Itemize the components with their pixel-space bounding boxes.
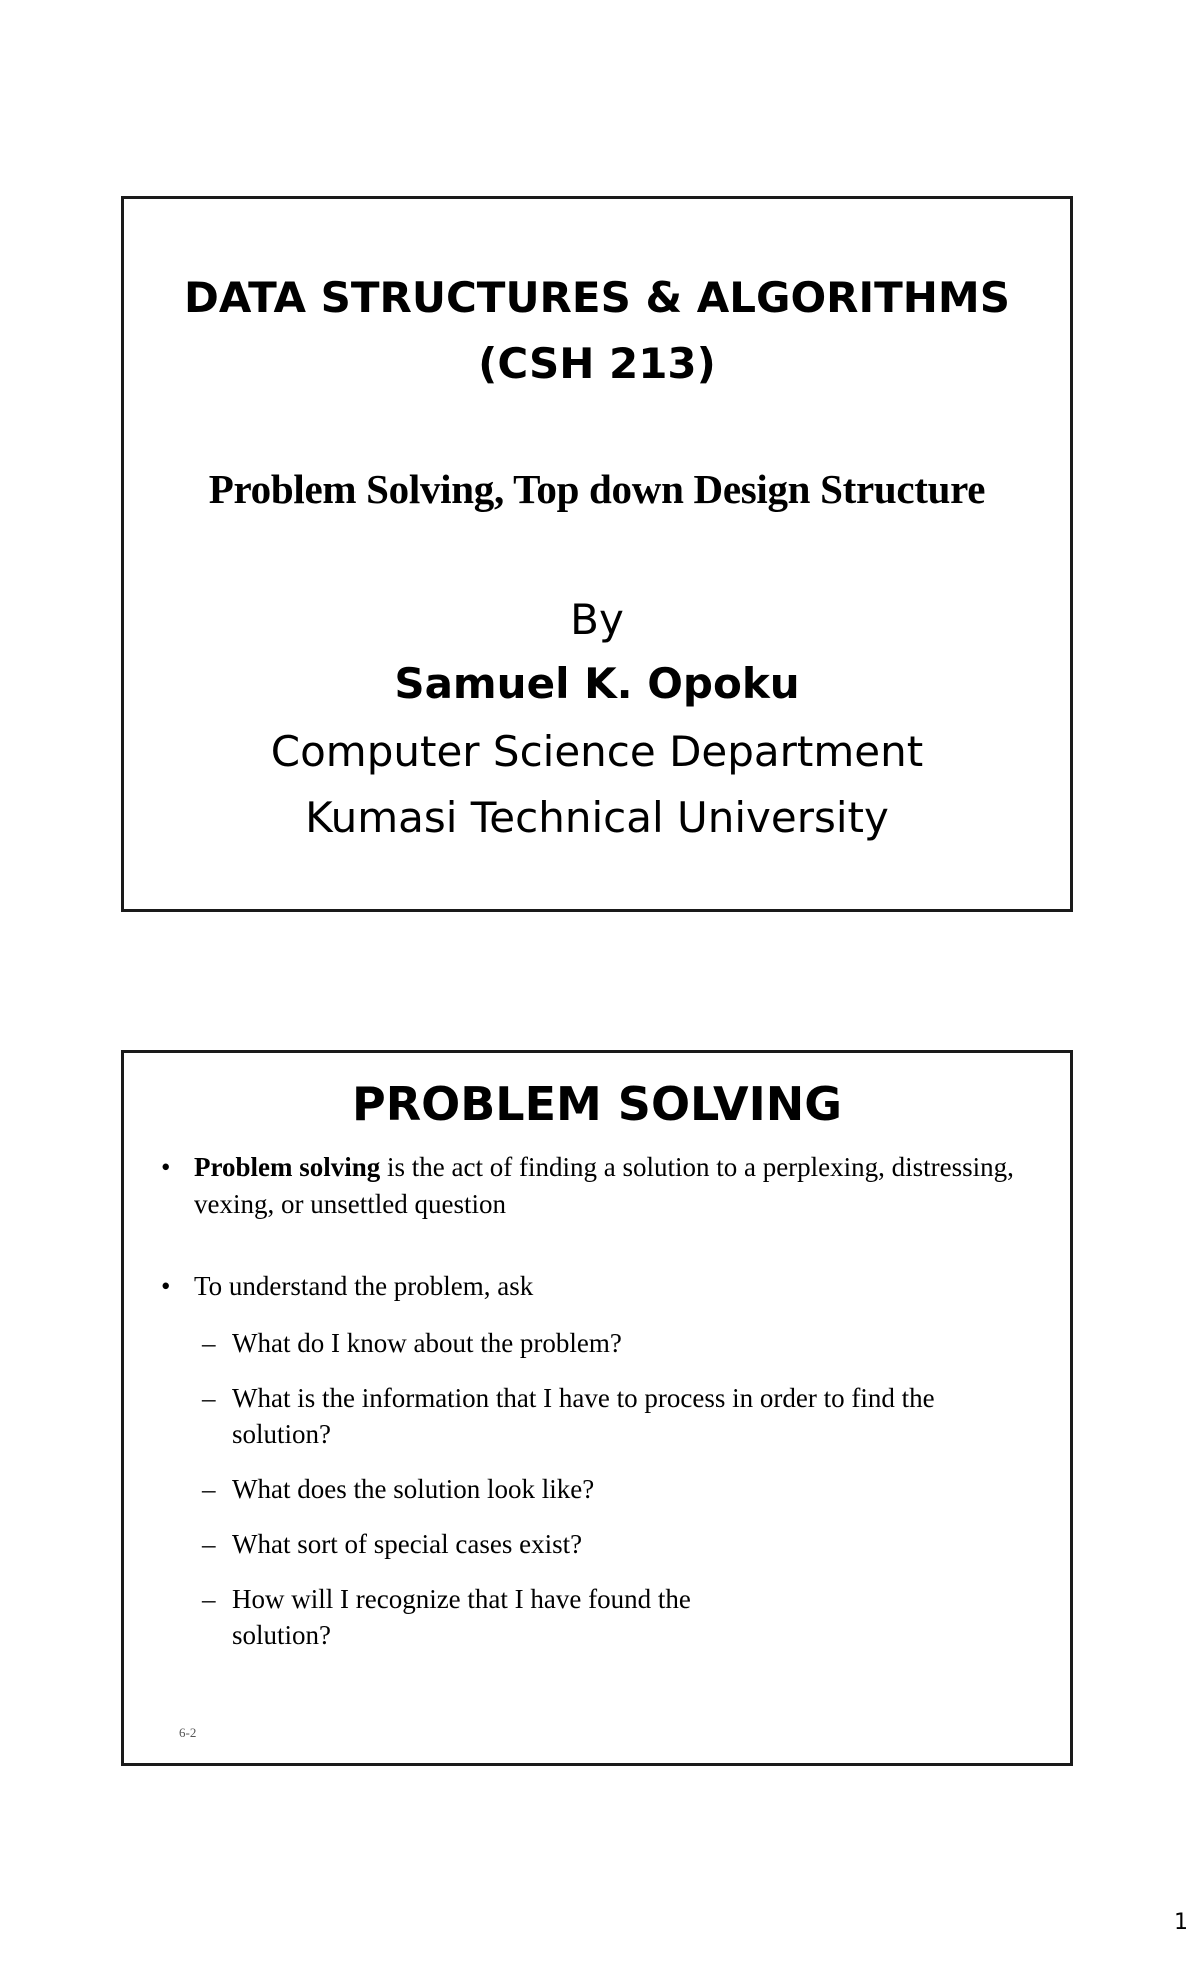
author-name: Samuel K. Opoku — [394, 659, 800, 708]
dash-marker: – — [202, 1584, 216, 1614]
dash-marker: – — [202, 1383, 216, 1413]
course-code: (CSH 213) — [478, 339, 716, 388]
bullet-dot: • — [161, 1271, 171, 1301]
sub-bullet-text: What sort of special cases exist? — [232, 1529, 583, 1559]
lecture-subtitle: Problem Solving, Top down Design Structure — [208, 466, 986, 512]
course-title: DATA STRUCTURES & ALGORITHMS — [184, 273, 1010, 322]
department-name: Computer Science Department — [270, 727, 924, 776]
sub-bullet-text: What does the solution look like? — [232, 1474, 595, 1504]
sub-bullet-text: How will I recognize that I have found the solution? — [232, 1584, 691, 1650]
slide-number: 6-2 — [179, 1725, 197, 1740]
slide-heading: PROBLEM SOLVING — [351, 1077, 842, 1131]
dash-marker: – — [202, 1328, 216, 1358]
bullet-text — [194, 1149, 1014, 1223]
bullet-bold-term: Problem solving — [194, 1152, 381, 1182]
title-slide — [121, 196, 1073, 912]
sub-bullet-text: What is the information that I have to process in order to find the solution? — [232, 1383, 935, 1449]
bullet-dot: • — [161, 1152, 171, 1182]
by-label: By — [570, 595, 624, 644]
bullet-body: is the act of finding a solution to a perplexing, distressing, vexing, or unsettled question — [194, 1152, 1014, 1219]
sub-bullet-text: What do I know about the problem? — [232, 1328, 622, 1358]
page-number: 1 — [1174, 1910, 1188, 1935]
bullet-text: To understand the problem, ask — [194, 1271, 534, 1301]
dash-marker: – — [202, 1529, 216, 1559]
university-name: Kumasi Technical University — [305, 793, 889, 842]
problem-solving-slide — [121, 1050, 1073, 1766]
dash-marker: – — [202, 1474, 216, 1504]
